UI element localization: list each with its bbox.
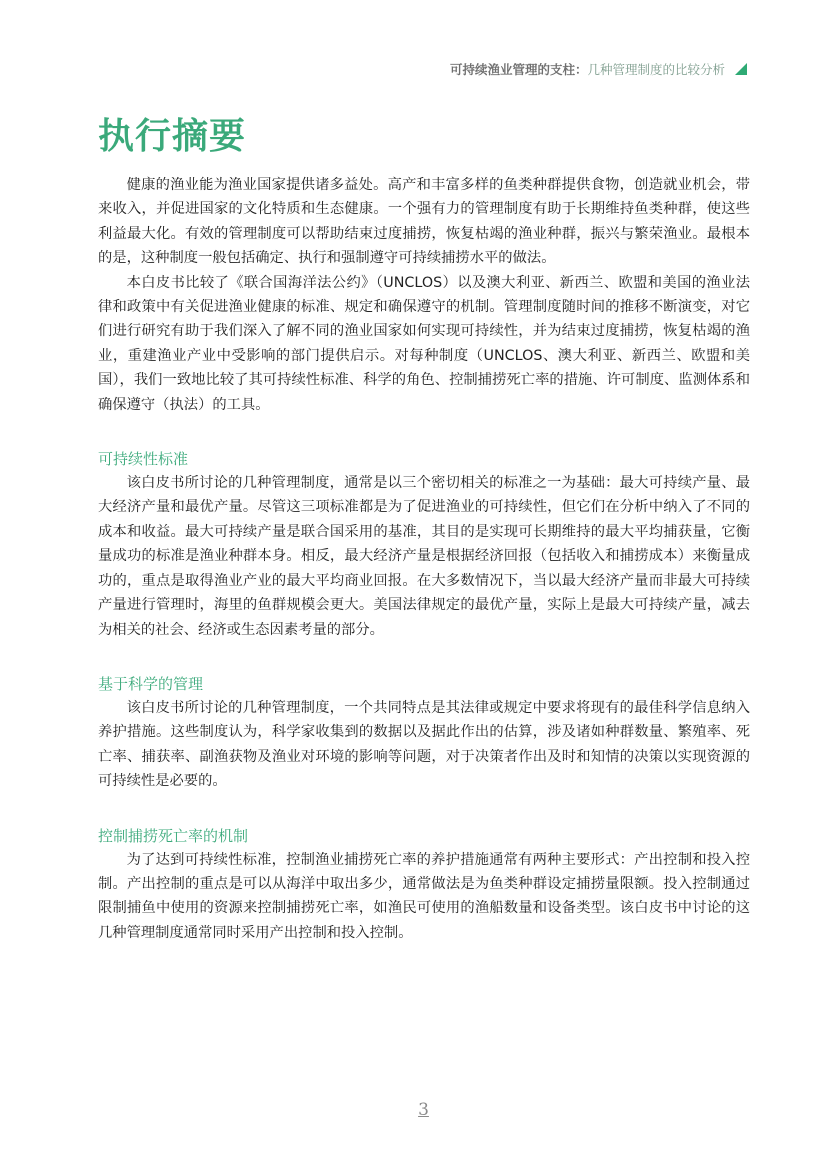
section-heading-mortality: 控制捕捞死亡率的机制 [98,826,249,845]
running-header [450,60,747,78]
running-header-title: 可持续渔业管理的支柱： [449,62,588,77]
triangle-icon [735,63,747,75]
page-title: 执行摘要 [98,116,247,157]
intro-paragraph-2: 本白皮书比较了《联合国海洋法公约》（UNCLOS）以及澳大利亚、新西兰、欧盟和美国的渔业法律和政策中有关促进渔业健康的标准、规定和确保遵守的机制。管理制度随时间的推移不断演变，对它们进行研究有助于我们深入了解不同的渔业国家如何实现可持续性，并为结束过度捕捞，恢复枯竭的渔业，重建渔业产业中受影响的部门提供启示。对每种制度（UNCLOS、澳大利亚、新西兰、欧盟和美国），我们一致地比较了其可持续性标准、科学的角色、控制捕捞死亡率的措施、许可制度、监测体系和确保遵守（执法）的工具。 [98,274,750,413]
section-paragraph-sustainability: 该白皮书所讨论的几种管理制度，通常是以三个密切相关的标准之一为基础：最大可持续产量、最大经济产量和最优产量。尽管这三项标准都是为了促进渔业的可持续性，但它们在分析中纳入了不同的成本和收益。最大可持续产量是联合国采用的基准，其目的是实现可长期维持的最大平均捕获量，它衡量成功的标准是渔业种群本身。相反，最大经济产量是根据经济回报（包括收入和捕捞成本）来衡量成功的，重点是取得渔业产业的最大平均商业回报。在大多数情况下，当以最大经济产量而非最大可持续产量进行管理时，海里的鱼群规模会更大。美国法律规定的最优产量，实际上是最大可持续产量，减去为相关的社会、经济或生态因素考量的部分。 [98,475,750,638]
section-paragraph-mortality: 为了达到可持续性标准，控制渔业捕捞死亡率的养护措施通常有两种主要形式：产出控制和投入控制。产出控制的重点是可以从海洋中取出多少，通常做法是为鱼类种群设定捕捞量限额。投入控制通过限制捕鱼中使用的资源来控制捕捞死亡率，如渔民可使用的渔船数量和设备类型。该白皮书中讨论的这几种管理制度通常同时采用产出控制和投入控制。 [98,851,750,941]
page-number: 3 [418,1100,429,1120]
running-header-subtitle: 几种管理制度的比较分析 [587,62,725,77]
section-paragraph-science: 该白皮书所讨论的几种管理制度，一个共同特点是其法律或规定中要求将现有的最佳科学信息纳入养护措施。这些制度认为，科学家收集到的数据以及据此作出的估算，涉及诸如种群数量、繁殖率、死亡率、捕获率、副渔获物及渔业对环境的影响等问题，对于决策者作出及时和知情的决策以实现资源的可持续性是必要的。 [98,699,750,790]
section-heading-science: 基于科学的管理 [98,674,204,693]
document-body [98,173,750,945]
intro-paragraph-1: 健康的渔业能为渔业国家提供诸多益处。高产和丰富多样的鱼类种群提供食物，创造就业机会，带来收入，并促进国家的文化特质和生态健康。一个强有力的管理制度有助于长期维持鱼类种群，使这些利益最大化。有效的管理制度可以帮助结束过度捕捞，恢复枯竭的渔业种群，振兴与繁荣渔业。最根本的是，这种制度一般包括确定、执行和强制遵守可持续捕捞水平的做法。 [98,177,750,267]
section-heading-sustainability: 可持续性标准 [98,450,189,469]
